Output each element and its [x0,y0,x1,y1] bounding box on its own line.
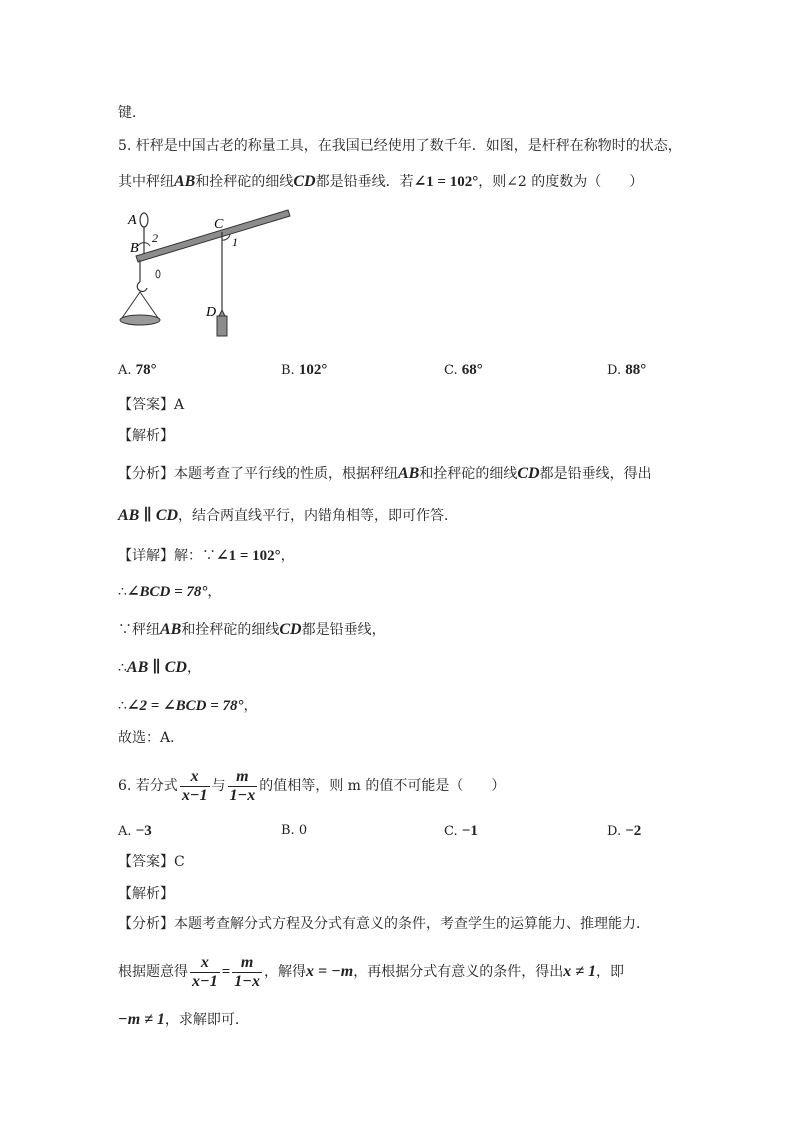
q6-analysis: 【分析】本题考查解分式方程及分式有意义的条件，考查学生的运算能力、推理能力． [118,916,650,932]
q5-option-b: B. 102° [281,362,328,378]
q5-stem-line1: 5. 杆秤是中国古老的称量工具，在我国已经使用了数千年．如图，是杆秤在称物时的状态， [118,138,682,154]
q5-analysis-line2: AB ∥ CD，结合两直线平行，内错角相等，即可作答． [118,507,459,524]
label-b: B [130,241,139,256]
q6-analysis-line3: −m ≠ 1，求解即可． [118,1011,249,1028]
label-2: 2 [152,231,158,245]
q6-option-b: B. 0 [281,823,308,838]
label-1: 1 [232,235,238,249]
fraction-m-over-1-minus-x: $\frac{m}{1-x}$ [229,767,256,804]
label-c: C [214,217,224,232]
q6-option-c: C. −1 [444,823,478,839]
q6-answer: 【答案】C [118,854,185,870]
fraction-x-over-x-minus-1: $\frac{x}{x-1}$ [181,767,208,804]
steelyard-figure [112,204,302,344]
q5-analysis-line1: 【分析】本题考查了平行线的性质，根据秤纽AB和拴秤砣的细线CD都是铅垂线，得出 [118,465,652,482]
q6-stem: 6. 若分式 $\frac{x}{x-1}$ 与 $\frac{m}{1-x}$ 的值相等，则 m 的值不可能是（ ） [118,767,506,804]
fraction-eq-left: $\frac{x}{x-1}$ [192,953,218,990]
q6-option-a: A. −3 [118,823,152,839]
q5-detail-line4: ∴AB ∥ CD， [118,659,201,676]
q5-detail-line2: ∴∠BCD = 78°， [118,584,222,600]
q5-answer: 【答案】A [118,397,185,413]
fraction-eq-right: $\frac{m}{1-x}$ [234,953,260,990]
q6-analysis-line2: 根据题意得 $\frac{x}{x-1}$ = $\frac{m}{1-x}$ ，解得x = −m，再根据分式有意义的条件，得出x ≠ 1，即 [118,953,625,990]
q5-option-d: D. 88° [607,362,647,378]
label-d: D [206,305,217,320]
q6-option-d: D. −2 [607,823,642,839]
label-a: A [128,213,137,228]
q5-detail-line3: ∵秤纽AB和拴秤砣的细线CD都是铅垂线， [118,621,386,638]
q5-detail-line1: 【详解】解：∵∠1 = 102°， [118,548,295,564]
q5-detail-line5: ∴∠2 = ∠BCD = 78°， [118,698,258,714]
q5-jiexi: 【解析】 [118,428,174,444]
q5-stem-line2: 其中秤纽AB和拴秤砣的细线CD都是铅垂线．若∠1 = 102°，则∠2 的度数为（ ） [118,173,644,190]
q5-choose: 故选：A． [118,730,185,746]
q5-option-a: A. 78° [118,362,157,378]
q5-option-c: C. 68° [444,362,483,378]
continued-text: 键． [118,105,146,121]
q6-jiexi: 【解析】 [118,886,174,902]
